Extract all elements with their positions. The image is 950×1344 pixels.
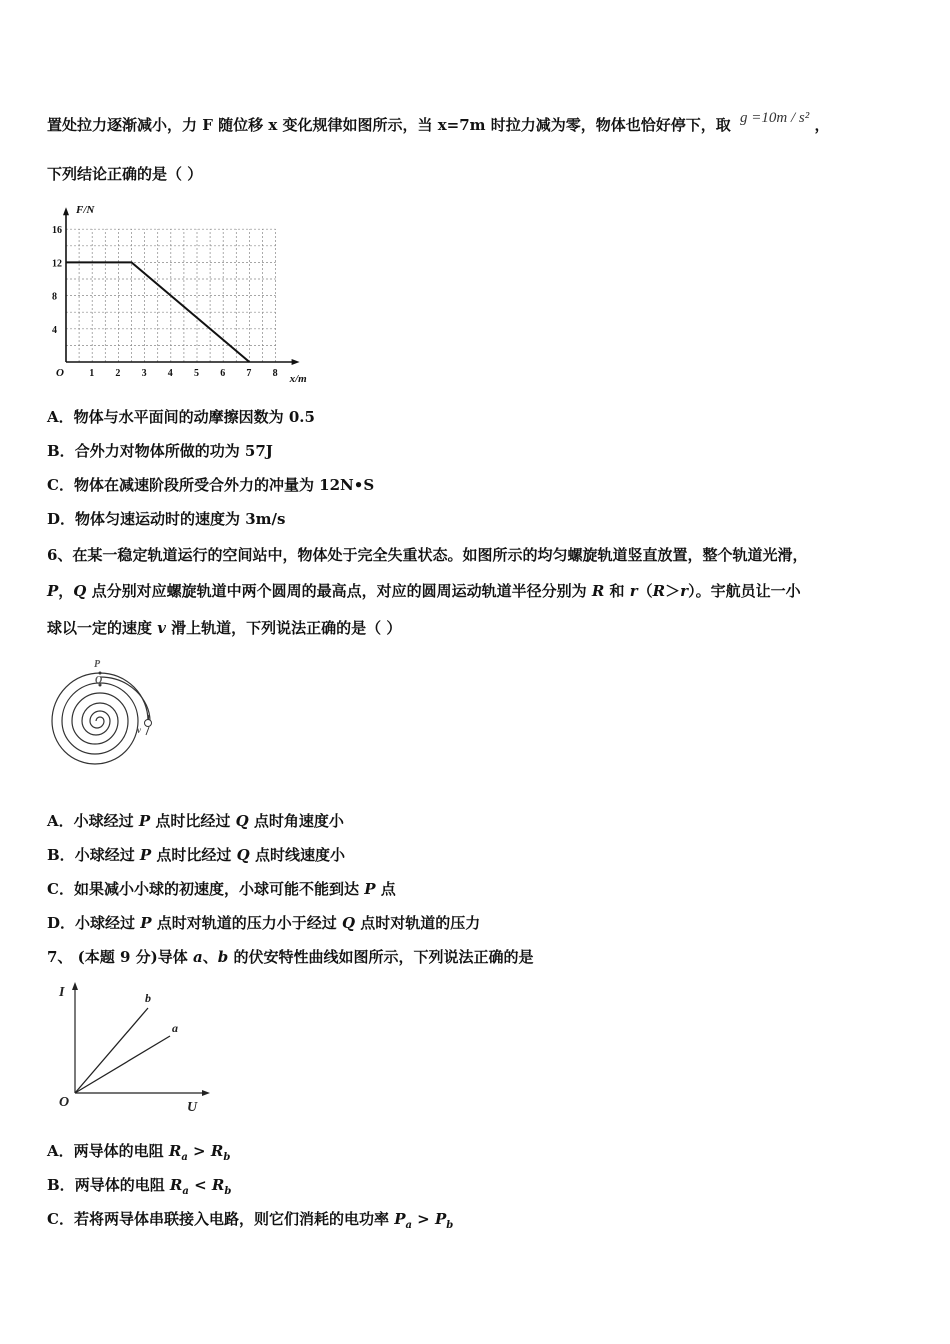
y-tick-label: 16 bbox=[52, 225, 62, 237]
x-axis-label: x/m bbox=[289, 373, 307, 385]
origin-label: O bbox=[56, 367, 64, 379]
label-a: a bbox=[172, 1021, 178, 1035]
var-p: P bbox=[140, 914, 152, 932]
option-text: 物体与水平面间的动摩擦因数为 0.5 bbox=[73, 408, 315, 426]
x-tick-label: 4 bbox=[167, 368, 173, 379]
var-q: Q bbox=[73, 582, 87, 600]
option-letter: A． bbox=[47, 812, 74, 830]
q6-option-a[interactable] bbox=[47, 810, 344, 831]
label-v: v bbox=[137, 725, 141, 735]
text-segment: 两导体的电阻 bbox=[74, 1176, 170, 1194]
var-r: R bbox=[169, 1176, 183, 1194]
text-segment: 的伏安特性曲线如图所示，下列说法正确的是 bbox=[228, 948, 534, 966]
operator: < bbox=[188, 1176, 212, 1194]
option-letter: D． bbox=[47, 914, 76, 932]
var-r: R bbox=[168, 1142, 182, 1160]
var-r-small: r bbox=[680, 582, 689, 600]
option-letter: C． bbox=[47, 1210, 74, 1228]
text-segment: 两导体的电阻 bbox=[73, 1142, 169, 1160]
subscript-b: b bbox=[224, 1186, 232, 1197]
text-segment: 小球经过 bbox=[74, 846, 140, 864]
x-tick-label: 5 bbox=[194, 368, 199, 379]
q7-option-c[interactable] bbox=[47, 1208, 453, 1231]
spiral-track bbox=[52, 673, 149, 764]
force-displacement-chart bbox=[40, 205, 310, 390]
option-letter: B． bbox=[47, 442, 75, 460]
operator: > bbox=[411, 1210, 435, 1228]
line-a bbox=[75, 1036, 170, 1093]
intro-line-1 bbox=[47, 110, 830, 135]
text-segment: 、 bbox=[202, 948, 218, 966]
var-p: P bbox=[394, 1210, 406, 1228]
line-b bbox=[75, 1008, 148, 1093]
option-letter: A． bbox=[47, 1142, 74, 1160]
intro-text: 置处拉力逐渐减小，力 F 随位移 x 变化规律如图所示，当 x=7m 时拉力减为零，物体也恰好停下，取 bbox=[47, 116, 731, 134]
var-r-big: R bbox=[591, 582, 605, 600]
q7-option-b[interactable] bbox=[47, 1174, 231, 1197]
subscript-a: a bbox=[182, 1186, 189, 1197]
text-segment: 点时角速度小 bbox=[248, 812, 344, 830]
y-tick-label: 12 bbox=[52, 258, 62, 270]
y-tick-label: 8 bbox=[52, 291, 57, 303]
q5-option-c[interactable] bbox=[47, 474, 374, 495]
text-segment: 和 bbox=[604, 582, 630, 600]
g-formula: g =10m / s² bbox=[739, 110, 810, 126]
q6-stem-line-2 bbox=[47, 580, 801, 601]
option-letter: B． bbox=[47, 1176, 75, 1194]
var-q: Q bbox=[341, 914, 356, 932]
text-segment: 点时比经过 bbox=[150, 812, 236, 830]
text-segment: 如果减小小球的初速度，小球可能不能到达 bbox=[73, 880, 365, 898]
var-q: Q bbox=[235, 812, 249, 830]
ball bbox=[145, 720, 152, 727]
var-r-big: R bbox=[652, 582, 666, 600]
label-b: b bbox=[145, 991, 151, 1005]
option-letter: A． bbox=[47, 408, 74, 426]
spiral-track-figure bbox=[50, 655, 170, 785]
var-p: P bbox=[139, 846, 152, 864]
text-segment: 球以一定的速度 bbox=[47, 619, 158, 637]
q5-option-a[interactable] bbox=[47, 406, 315, 427]
option-letter: D． bbox=[47, 510, 76, 528]
operator: > bbox=[187, 1142, 211, 1160]
intro-comma: ， bbox=[814, 116, 830, 134]
label-o: O bbox=[59, 1095, 70, 1110]
option-letter: C． bbox=[47, 476, 74, 494]
subscript-b: b bbox=[223, 1152, 231, 1163]
y-axis-label: F/N bbox=[76, 204, 95, 217]
text-segment: 小球经过 bbox=[75, 914, 141, 932]
var-r-small: r bbox=[629, 582, 638, 600]
y-axis-arrow bbox=[63, 207, 69, 215]
x-tick-label: 2 bbox=[115, 368, 121, 379]
x-tick-label: 1 bbox=[89, 368, 95, 379]
x-axis-arrow bbox=[292, 359, 300, 365]
text-segment: 小球经过 bbox=[73, 812, 139, 830]
var-b: b bbox=[217, 948, 229, 966]
text-segment: ）。宇航员让一小 bbox=[688, 582, 801, 600]
text-segment: 点时线速度小 bbox=[249, 846, 345, 864]
q5-option-b[interactable] bbox=[47, 440, 273, 461]
velocity-arrow bbox=[146, 727, 149, 735]
q6-stem-line-3 bbox=[47, 617, 401, 638]
option-letter: B． bbox=[47, 846, 75, 864]
y-tick-label: 4 bbox=[52, 324, 57, 336]
i-axis-arrow bbox=[72, 982, 78, 990]
var-a: a bbox=[192, 948, 203, 966]
label-i: I bbox=[59, 985, 65, 1000]
text-segment: 点时比经过 bbox=[151, 846, 237, 864]
var-v: v bbox=[157, 619, 166, 637]
var-r: R bbox=[210, 1142, 224, 1160]
subscript-a: a bbox=[405, 1220, 412, 1231]
text-segment: ， bbox=[58, 582, 74, 600]
q6-stem-line-1: 6、在某一稳定轨道运行的空间站中，物体处于完全失重状态。如图所示的均匀螺旋轨道竖直放置，整个轨道光滑， bbox=[47, 546, 808, 564]
var-p: P bbox=[364, 880, 376, 898]
text-segment: 点 bbox=[375, 880, 396, 898]
option-text: 物体匀速运动时的速度为 3m/s bbox=[75, 510, 286, 528]
var-p: P bbox=[434, 1210, 447, 1228]
var-p: P bbox=[138, 812, 151, 830]
option-text: 物体在减速阶段所受合外力的冲量为 12N•S bbox=[73, 476, 375, 494]
text-segment: 7、 (本题 9 分)导体 bbox=[47, 948, 193, 966]
x-tick-label: 8 bbox=[272, 368, 278, 379]
x-tick-label: 6 bbox=[220, 368, 226, 379]
text-segment: 点时对轨道的压力 bbox=[355, 914, 481, 932]
label-p: P bbox=[94, 659, 101, 670]
q6-option-b[interactable] bbox=[47, 844, 345, 865]
var-r: R bbox=[211, 1176, 225, 1194]
x-tick-label: 7 bbox=[246, 368, 252, 379]
intro-line-2: 下列结论正确的是（ ） bbox=[47, 165, 203, 183]
text-segment: 点时对轨道的压力小于经过 bbox=[151, 914, 342, 932]
q7-stem bbox=[47, 946, 533, 967]
subscript-a: a bbox=[181, 1152, 188, 1163]
text-segment: ＞ bbox=[665, 582, 681, 600]
text-segment: 滑上轨道，下列说法正确的是（ ） bbox=[165, 619, 402, 637]
option-letter: C． bbox=[47, 880, 74, 898]
text-segment: （ bbox=[637, 582, 653, 600]
option-text: 合外力对物体所做的功为 57J bbox=[74, 442, 273, 460]
text-segment: 点分别对应螺旋轨道中两个圆周的最高点，对应的圆周运动轨道半径分别为 bbox=[86, 582, 592, 600]
q6-option-d[interactable] bbox=[47, 912, 480, 933]
var-q: Q bbox=[236, 846, 250, 864]
label-u: U bbox=[187, 1100, 198, 1115]
text-segment: 若将两导体串联接入电路，则它们消耗的电功率 bbox=[73, 1210, 395, 1228]
iu-characteristic-figure bbox=[55, 978, 215, 1118]
q7-option-a[interactable] bbox=[47, 1140, 230, 1163]
subscript-b: b bbox=[446, 1220, 454, 1231]
q5-option-d[interactable] bbox=[47, 508, 285, 529]
x-tick-label: 3 bbox=[141, 368, 147, 379]
label-q: Q bbox=[95, 675, 103, 686]
var-p: P bbox=[47, 582, 59, 600]
q6-option-c[interactable] bbox=[47, 878, 396, 899]
u-axis-arrow bbox=[202, 1090, 210, 1096]
